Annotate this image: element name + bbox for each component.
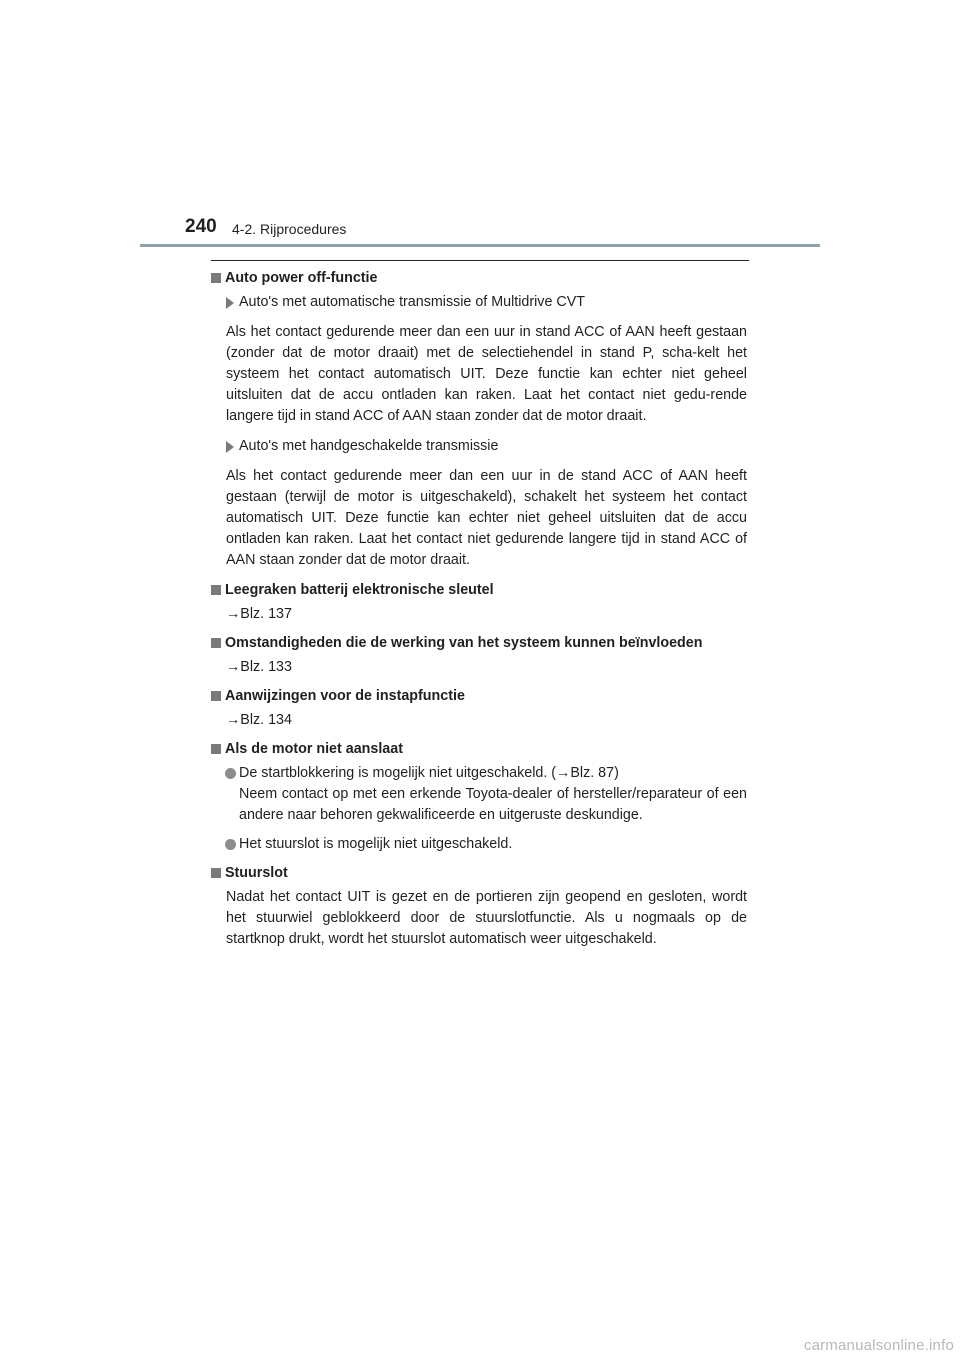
subheading-manual-text: Auto's met handgeschakelde transmissie [239, 438, 499, 454]
subheading-cvt [211, 292, 747, 313]
bullet-steering-lock-text: Het stuurslot is mogelijk niet uitgeschakeld. [239, 836, 513, 852]
watermark: carmanualsonline.info [803, 1337, 954, 1354]
triangle-icon [226, 441, 234, 453]
heading-battery: Leegraken batterij elektronische sleutel [211, 580, 747, 601]
heading-auto-power: Auto power off-functie [211, 268, 747, 289]
paragraph-steering-lock: Nadat het contact UIT is gezet en de portieren zijn geopend en gesloten, wordt het stuurwiel geblokkeerd door de stuurslotfunctie. Als u nogmaals op de startknop drukt, wordt het stuurslot automatisch weer uitgeschakeld. [226, 889, 747, 947]
heading-no-start: Als de motor niet aanslaat [211, 739, 747, 760]
heading-entry: Aanwijzingen voor de instapfunctie [211, 686, 747, 707]
section-auto-power [211, 268, 747, 571]
subheading-manual [211, 436, 747, 457]
section-entry [211, 686, 747, 731]
bullet-immobilizer [211, 763, 747, 826]
heading-steering-lock: Stuurslot [211, 863, 747, 884]
triangle-icon [226, 297, 234, 309]
page-reference-conditions: →Blz. 133 [226, 659, 292, 675]
heading-conditions: Omstandigheden die de werking van het systeem kunnen beïnvloeden [211, 633, 747, 654]
section-steering-lock [211, 863, 747, 950]
paragraph-cvt: Als het contact gedurende meer dan een uur in stand ACC of AAN heeft gestaan (zonder dat de motor draait) met de selectiehendel in stand P, scha-kelt het systeem het contact automatisch UIT. Deze functie kan echter niet geheel uitsluiten dat de accu ontladen kan raken. Laat het contact niet gedu-rende langere tijd in stand ACC of AAN staan zonder dat de motor draait. [226, 324, 747, 424]
bullet-dot-icon [225, 839, 236, 850]
section-conditions [211, 633, 747, 678]
bullet-dot-icon [225, 768, 236, 779]
subheading-cvt-text: Auto's met automatische transmissie of Multidrive CVT [239, 294, 585, 310]
header-rule [140, 244, 820, 247]
bullet-steering-lock [211, 834, 747, 855]
page-content [211, 268, 747, 959]
bullet-immobilizer-text: De startblokkering is mogelijk niet uitgeschakeld. (→Blz. 87) [239, 765, 619, 781]
chapter-title: 4-2. Rijprocedures [232, 221, 347, 237]
page-number: 240 [185, 216, 217, 237]
page-reference-entry: →Blz. 134 [226, 712, 292, 728]
bullet-immobilizer-cont: Neem contact op met een erkende Toyota-dealer of hersteller/reparateur of een andere naar behoren gekwalificeerde en uitgeruste deskundige. [239, 786, 747, 823]
section-battery [211, 580, 747, 625]
paragraph-manual: Als het contact gedurende meer dan een uur in de stand ACC of AAN heeft gestaan (terwijl de motor is uitgeschakeld), schakelt het systeem het contact automatisch UIT. Deze functie kan echter niet geheel uitsluiten dat de accu ontladen kan raken. Laat het contact niet gedurende langere tijd in stand ACC of AAN staan zonder dat de motor draait. [226, 468, 747, 568]
section-no-start [211, 739, 747, 855]
section-rule [211, 260, 749, 261]
page-reference-battery: →Blz. 137 [226, 606, 292, 622]
